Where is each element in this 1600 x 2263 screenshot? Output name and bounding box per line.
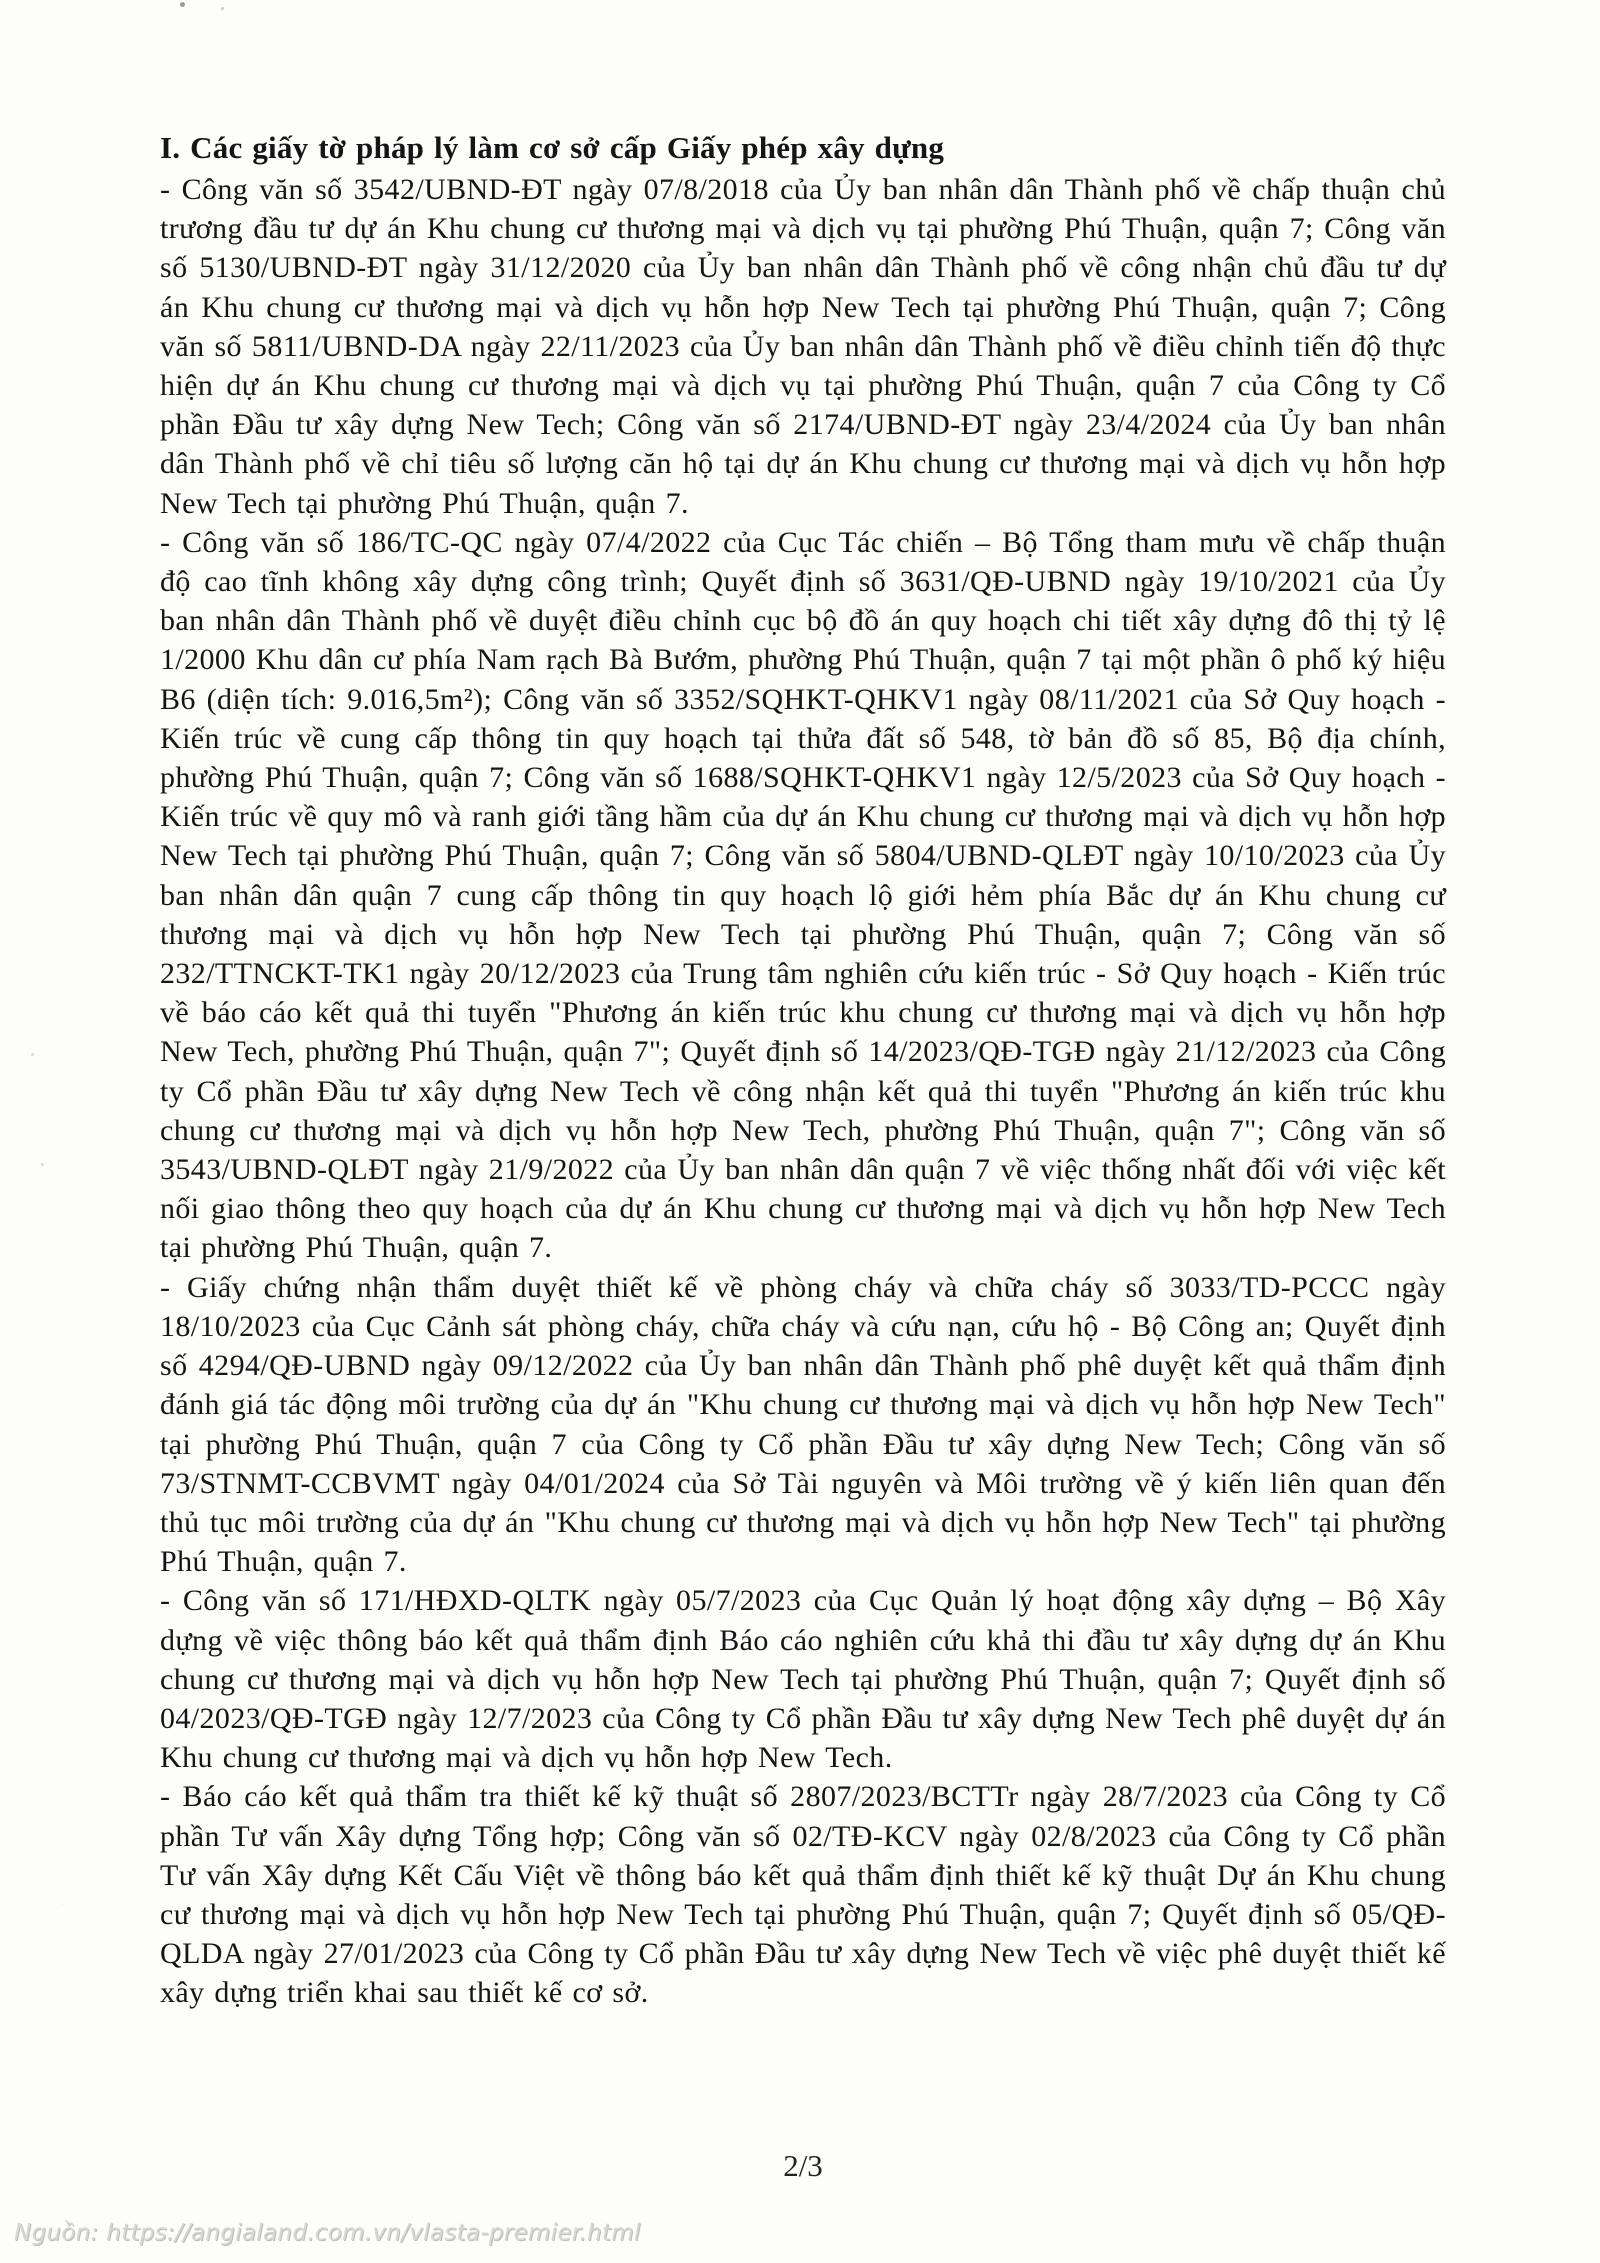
source-watermark: Nguồn: https://angialand.com.vn/vlasta-premier.html [14, 2220, 641, 2246]
page-number: 2/3 [783, 2148, 823, 2183]
section-heading: I. Các giấy tờ pháp lý làm cơ sở cấp Giấy phép xây dựng [160, 130, 945, 165]
paragraph-feasibility-appraisal: - Công văn số 171/HĐXD-QLTK ngày 05/7/2023 của Cục Quản lý hoạt động xây dựng – Bộ Xây dựng về việc thông báo kết quả thẩm định Báo cáo nghiên cứu khả thi đầu tư xây dựng dự án Khu chung cư thương mại và dịch vụ hỗn hợp New Tech tại phường Phú Thuận, quận 7; Quyết định số 04/2023/QĐ-TGĐ ngày 12/7/2023 của Công ty Cổ phần Đầu tư xây dựng New Tech phê duyệt dự án Khu chung cư thương mại và dịch vụ hỗn hợp New Tech. [160, 1584, 1446, 1775]
paragraph-approval-letters: - Công văn số 3542/UBND-ĐT ngày 07/8/2018 của Ủy ban nhân dân Thành phố về chấp thuận chủ trương đầu tư dự án Khu chung cư thương mại và dịch vụ tại phường Phú Thuận, quận 7; Công văn số 5130/UBND-ĐT ngày 31/12/2020 của Ủy ban nhân dân Thành phố về công nhận chủ đầu tư dự án Khu chung cư thương mại và dịch vụ hỗn hợp New Tech tại phường Phú Thuận, quận 7; Công văn số 5811/UBND-DA ngày 22/11/2023 của Ủy ban nhân dân Thành phố về điều chỉnh tiến độ thực hiện dự án Khu chung cư thương mại và dịch vụ tại phường Phú Thuận, quận 7 của Công ty Cổ phần Đầu tư xây dựng New Tech; Công văn số 2174/UBND-ĐT ngày 23/4/2024 của Ủy ban nhân dân Thành phố về chỉ tiêu số lượng căn hộ tại dự án Khu chung cư thương mại và dịch vụ hỗn hợp New Tech tại phường Phú Thuận, quận 7. [160, 173, 1446, 520]
paragraph-planning-documents: - Công văn số 186/TC-QC ngày 07/4/2022 của Cục Tác chiến – Bộ Tổng tham mưu về chấp thuận độ cao tĩnh không xây dựng công trình; Quyết định số 3631/QĐ-UBND ngày 19/10/2021 của Ủy ban nhân dân Thành phố về duyệt điều chỉnh cục bộ đồ án quy hoạch chi tiết xây dựng đô thị tỷ lệ 1/2000 Khu dân cư phía Nam rạch Bà Bướm, phường Phú Thuận, quận 7 tại một phần ô phố ký hiệu B6 (diện tích: 9.016,5m²); Công văn số 3352/SQHKT-QHKV1 ngày 08/11/2021 của Sở Quy hoạch - Kiến trúc về cung cấp thông tin quy hoạch tại thửa đất số 548, tờ bản đồ số 85, Bộ địa chính, phường Phú Thuận, quận 7; Công văn số 1688/SQHKT-QHKV1 ngày 12/5/2023 của Sở Quy hoạch - Kiến trúc về quy mô và ranh giới tầng hầm của dự án Khu chung cư thương mại và dịch vụ hỗn hợp New Tech tại phường Phú Thuận, quận 7; Công văn số 5804/UBND-QLĐT ngày 10/10/2023 của Ủy ban nhân dân quận 7 cung cấp thông tin quy hoạch lộ giới hẻm phía Bắc dự án Khu chung cư thương mại và dịch vụ hỗn hợp New Tech tại phường Phú Thuận, quận 7; Công văn số 232/TTNCKT-TK1 ngày 20/12/2023 của Trung tâm nghiên cứu kiến trúc - Sở Quy hoạch - Kiến trúc về báo cáo kết quả thi tuyển "Phương án kiến trúc khu chung cư thương mại và dịch vụ hỗn hợp New Tech, phường Phú Thuận, quận 7"; Quyết định số 14/2023/QĐ-TGĐ ngày 21/12/2023 của Công ty Cổ phần Đầu tư xây dựng New Tech về công nhận kết quả thi tuyển "Phương án kiến trúc khu chung cư thương mại và dịch vụ hỗn hợp New Tech, phường Phú Thuận, quận 7"; Công văn số 3543/UBND-QLĐT ngày 21/9/2022 của Ủy ban nhân dân quận 7 về việc thống nhất đối với việc kết nối giao thông theo quy hoạch của dự án Khu chung cư thương mại và dịch vụ hỗn hợp New Tech tại phường Phú Thuận, quận 7. [160, 525, 1446, 1265]
paragraph-technical-design-verification: - Báo cáo kết quả thẩm tra thiết kế kỹ thuật số 2807/2023/BCTTr ngày 28/7/2023 của Công ty Cổ phần Tư vấn Xây dựng Tổng hợp; Công văn số 02/TĐ-KCV ngày 02/8/2023 của Công ty Cổ phần Tư vấn Xây dựng Kết Cấu Việt về thông báo kết quả thẩm định thiết kế kỹ thuật Dự án Khu chung cư thương mại và dịch vụ hỗn hợp New Tech tại phường Phú Thuận, quận 7; Quyết định số 05/QĐ-QLDA ngày 27/01/2023 của Công ty Cổ phần Đầu tư xây dựng New Tech về việc phê duyệt thiết kế xây dựng triển khai sau thiết kế cơ sở. [160, 1780, 1446, 2010]
document-body [160, 126, 1446, 2013]
paragraph-fire-safety-environment: - Giấy chứng nhận thẩm duyệt thiết kế về phòng cháy và chữa cháy số 3033/TD-PCCC ngày 18/10/2023 của Cục Cảnh sát phòng cháy, chữa cháy và cứu nạn, cứu hộ - Bộ Công an; Quyết định số 4294/QĐ-UBND ngày 09/12/2022 của Ủy ban nhân dân Thành phố phê duyệt kết quả thẩm định đánh giá tác động môi trường của dự án "Khu chung cư thương mại và dịch vụ hỗn hợp New Tech" tại phường Phú Thuận, quận 7 của Công ty Cổ phần Đầu tư xây dựng New Tech; Công văn số 73/STNMT-CCBVMT ngày 04/01/2024 của Sở Tài nguyên và Môi trường về ý kiến liên quan đến thủ tục môi trường của dự án "Khu chung cư thương mại và dịch vụ hỗn hợp New Tech" tại phường Phú Thuận, quận 7. [160, 1270, 1446, 1579]
